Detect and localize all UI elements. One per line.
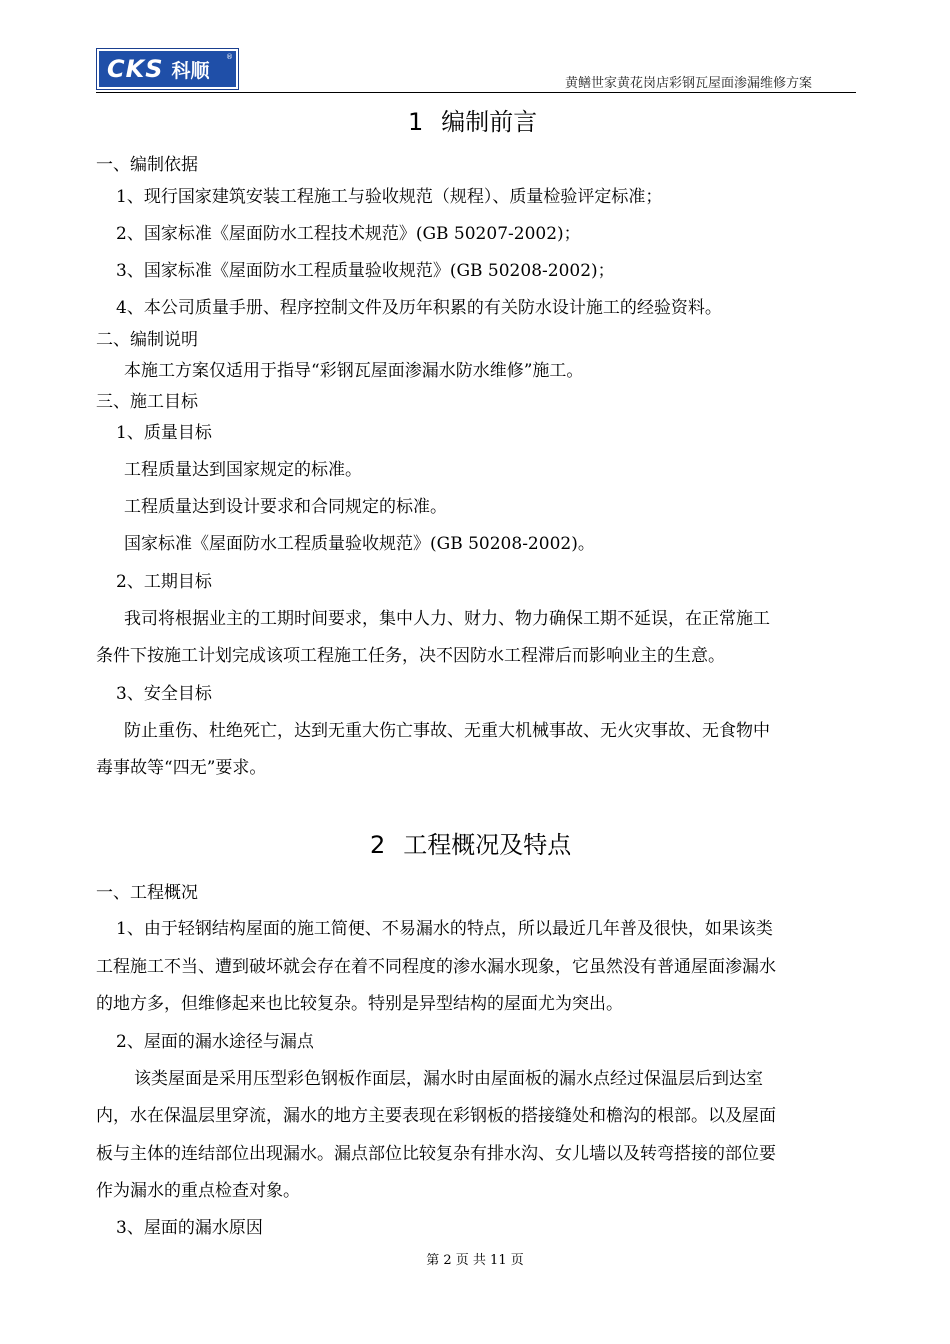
paragraph-line: 防止重伤、杜绝死亡，达到无重大伤亡事故、无重大机械事故、无火灾事故、无食物中 xyxy=(124,721,770,741)
notes-text: 本施工方案仅适用于指导“彩钢瓦屋面渗漏水防水维修”施工。 xyxy=(124,361,584,381)
paragraph-line: 的地方多，但维修起来也比较复杂。特别是异型结构的屋面尤为突出。 xyxy=(96,994,623,1014)
subheading-goals: 三、施工目标 xyxy=(96,392,198,412)
paragraph-line: 1、由于轻钢结构屋面的施工简便、不易漏水的特点，所以最近几年普及很快，如果该类 xyxy=(116,919,773,939)
paragraph-line: 国家标准《屋面防水工程质量验收规范》(GB 50208-2002)。 xyxy=(124,534,595,554)
subheading-overview: 一、工程概况 xyxy=(96,883,198,903)
paragraph-line: 条件下按施工计划完成该项工程施工任务，决不因防水工程滞后而影响业主的生意。 xyxy=(96,646,725,666)
section-title: 工程概况及特点 xyxy=(403,831,572,859)
paragraph-line: 作为漏水的重点检查对象。 xyxy=(96,1181,300,1201)
paragraph-line: 毒事故等“四无”要求。 xyxy=(96,758,267,778)
section-number: 2 xyxy=(370,831,386,859)
company-logo xyxy=(96,48,239,90)
header-divider xyxy=(96,92,856,93)
logo-badge xyxy=(99,51,236,87)
basis-item: 1、现行国家建筑安装工程施工与验收规范（规程）、质量检验评定标准； xyxy=(116,187,663,207)
subheading-basis: 一、编制依据 xyxy=(96,155,198,175)
goal-quality-heading: 1、质量目标 xyxy=(116,423,212,443)
paragraph-line: 该类屋面是采用压型彩色钢板作面层，漏水时由屋面板的漏水点经过保温层后到达室 xyxy=(134,1069,763,1089)
page-number: 第 2 页 共 11 页 xyxy=(426,1253,524,1268)
paragraph-line: 工程质量达到国家规定的标准。 xyxy=(124,460,362,480)
document-title: 黄鳝世家黄花岗店彩钢瓦屋面渗漏维修方案 xyxy=(564,76,812,91)
leak-causes-heading: 3、屋面的漏水原因 xyxy=(116,1218,263,1238)
goal-safety-heading: 3、安全目标 xyxy=(116,684,212,704)
basis-item: 3、国家标准《屋面防水工程质量验收规范》(GB 50208-2002)； xyxy=(116,261,615,281)
logo-text: 科顺 xyxy=(171,59,210,82)
paragraph-line: 工程质量达到设计要求和合同规定的标准。 xyxy=(124,497,447,517)
basis-item: 4、本公司质量手册、程序控制文件及历年积累的有关防水设计施工的经验资料。 xyxy=(116,298,722,318)
paragraph-line: 工程施工不当、遭到破坏就会存在着不同程度的渗水漏水现象，它虽然没有普通屋面渗漏水 xyxy=(96,957,776,977)
paragraph-line: 我司将根据业主的工期时间要求，集中人力、财力、物力确保工期不延误，在正常施工 xyxy=(124,609,770,629)
registered-mark: ® xyxy=(226,53,233,61)
section-2-heading xyxy=(370,825,571,860)
subheading-notes: 二、编制说明 xyxy=(96,330,198,350)
leak-paths-heading: 2、屋面的漏水途径与漏点 xyxy=(116,1032,314,1052)
basis-item: 2、国家标准《屋面防水工程技术规范》(GB 50207-2002)； xyxy=(116,224,581,244)
goal-schedule-heading: 2、工期目标 xyxy=(116,572,212,592)
logo-mark: CKS xyxy=(107,55,164,83)
paragraph-line: 内，水在保温层里穿流，漏水的地方主要表现在彩钢板的搭接缝处和檐沟的根部。以及屋面 xyxy=(96,1106,776,1126)
paragraph-line: 板与主体的连结部位出现漏水。漏点部位比较复杂有排水沟、女儿墙以及转弯搭接的部位要 xyxy=(96,1144,776,1164)
section-number: 1 xyxy=(408,108,424,136)
section-1-heading xyxy=(408,102,537,137)
section-title: 编制前言 xyxy=(441,108,538,136)
